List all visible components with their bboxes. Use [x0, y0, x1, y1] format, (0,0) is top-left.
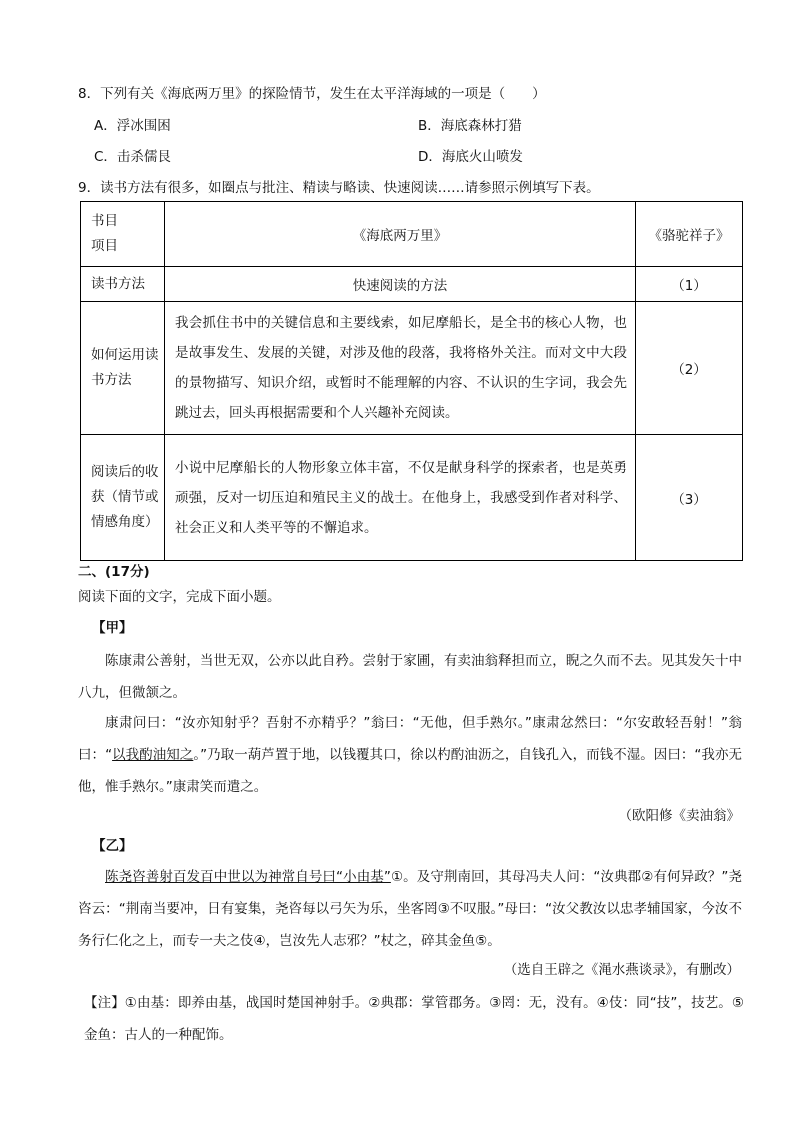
header-book2: 《骆驼祥子》: [636, 202, 743, 267]
annotation-notes: 【注】①由基：即养由基，战国时楚国神射手。②典郡：掌管郡务。③罔：无，没有。④伎：同“技”，技艺。⑤金鱼：古人的一种配饰。: [84, 995, 744, 1043]
answer-blank: （1）: [636, 267, 743, 302]
passage-text: ①。及守荆南回，其母冯夫人问：“汝典郡②有何异政？”尧咨云：“荆南当要冲，日有宴集，尧咨每以弓矢为乐，坐客罔③不叹服。”母曰：“汝父教汝以忠孝辅国家，今汝不务行仁化之上，而专一夫之伎④，岂汝先人志邪？”杖之，碎其金鱼⑤。: [78, 869, 742, 949]
row-content: 小说中尼摩船长的人物形象立体丰富，不仅是献身科学的探索者，也是英勇顽强，反对一切压迫和殖民主义的战士。在他身上，我感受到作者对科学、社会正义和人类平等的不懈追求。: [165, 435, 636, 561]
passage-yi-source: （选自王辟之《渑水燕谈录》，有删改）: [503, 962, 740, 978]
row-content: 我会抓住书中的关键信息和主要线索，如尼摩船长，是全书的核心人物，也是故事发生、发展的关键，对涉及他的段落，我将格外关注。而对文中大段的景物描写、知识介绍，或暂时不能理解的内容、不认识的生字词，我会先跳过去，回头再根据需要和个人兴趣补充阅读。: [165, 302, 636, 435]
row-content: 快速阅读的方法: [165, 267, 636, 302]
option-c: C．击杀儒艮: [94, 149, 171, 165]
answer-blank: （3）: [636, 435, 743, 561]
header-book1: 《海底两万里》: [165, 202, 636, 267]
passage-yi-paragraph: [78, 861, 742, 957]
passage-jia-paragraph-1: 陈康肃公善射，当世无双，公亦以此自矜。尝射于家圃，有卖油翁释担而立，睨之久而不去。见其发矢十中八九，但微颔之。: [78, 653, 742, 701]
question-9-stem: 9．读书方法有很多，如圈点与批注、精读与略读、快速阅读……请参照示例填写下表。: [78, 180, 600, 196]
option-d: D．海底火山喷发: [418, 149, 523, 165]
passage-jia-source: （欧阳修《卖油翁》: [618, 808, 740, 824]
option-a: A．浮冰围困: [94, 118, 171, 134]
row-label: 读书方法: [81, 267, 165, 302]
header-item-label: 项目: [91, 238, 118, 254]
row-label: 如何运用读书方法: [81, 302, 165, 435]
section-title: 二、(17分): [78, 564, 150, 580]
dialogue-text: 康肃问曰：“汝亦知射乎？吾射不亦精乎？”翁曰：“无他，但手熟尔。”康肃忿然曰：“尔安敢轻吾射！”翁曰：“: [78, 715, 742, 763]
answer-blank: （2）: [636, 302, 743, 435]
option-b: B．海底森林打猎: [418, 118, 522, 134]
table-header-row: [81, 202, 743, 267]
header-book-label: 书目: [91, 213, 118, 229]
dialogue-text: 。”乃取一葫芦置于地，以钱覆其口，徐以杓酌油沥之，自钱孔入，而钱不湿。因曰：“我亦无他，惟手熟尔。”康肃笑而遣之。: [78, 747, 742, 795]
passage-jia-paragraph-2: [78, 707, 742, 803]
passage-yi-label: 【乙】: [92, 838, 133, 854]
passage-jia-label: 【甲】: [92, 620, 133, 636]
question-8-stem: 8．下列有关《海底两万里》的探险情节，发生在太平洋海域的一项是（ ）: [78, 86, 546, 102]
table-row: [81, 435, 743, 561]
underlined-sentence: 陈尧咨善射百发百中世以为神常自号曰“小由基”: [105, 869, 391, 885]
reading-method-table: [80, 201, 743, 561]
table-row: [81, 267, 743, 302]
row-label: 阅读后的收获（情节或情感角度）: [81, 435, 165, 561]
section-intro: 阅读下面的文字，完成下面小题。: [78, 589, 281, 605]
underlined-sentence: 以我酌油知之: [112, 747, 194, 763]
table-row: [81, 302, 743, 435]
header-diagonal-cell: [81, 202, 165, 267]
